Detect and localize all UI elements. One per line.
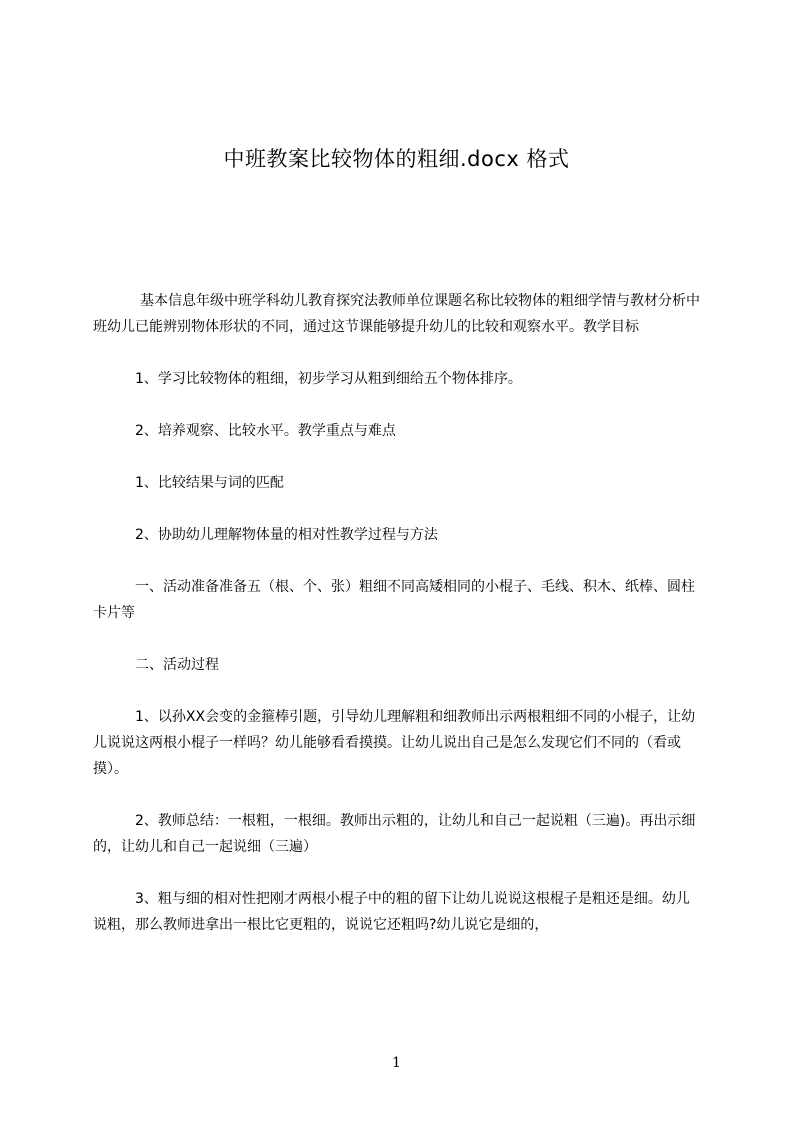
paragraph-goal-2: 2、培养观察、比较水平。教学重点与难点 xyxy=(135,423,396,439)
paragraph-preparation: 一、活动准备准备五（根、个、张）粗细不同高矮相同的小棍子、毛线、积木、纸棒、圆柱卡片等 xyxy=(93,579,695,621)
paragraph-process-1: 1、以孙XX会变的金箍棒引题，引导幼儿理解粗和细教师出示两根粗细不同的小棍子，让幼儿说说这两根小棍子一样吗？幼儿能够看看摸摸。让幼儿说出自己是怎么发现它们不同的（看或摸）。 xyxy=(93,709,696,777)
paragraph-key-2: 2、协助幼儿理解物体量的相对性教学过程与方法 xyxy=(135,527,438,543)
paragraph-process-3: 3、粗与细的相对性把刚才两根小棍子中的粗的留下让幼儿说说这根棍子是粗还是细。幼儿说粗，那么教师进拿出一根比它更粗的，说说它还粗吗?幼儿说它是细的， xyxy=(93,891,690,933)
paragraph-goal-1: 1、学习比较物体的粗细，初步学习从粗到细给五个物体排序。 xyxy=(135,371,522,387)
paragraph-basic-info: 基本信息年级中班学科幼儿教育探究法教师单位课题名称比较物体的粗细学情与教材分析中班幼儿已能辨别物体形状的不同，通过这节课能够提升幼儿的比较和观察水平。教学目标 xyxy=(93,293,700,335)
paragraph-process-2: 2、教师总结：一根粗，一根细。教师出示粗的，让幼儿和自己一起说粗（三遍)。再出示细的，让幼儿和自己一起说细（三遍） xyxy=(93,813,696,855)
paragraph-process-heading: 二、活动过程 xyxy=(135,657,219,673)
document-body xyxy=(93,288,703,964)
paragraph-key-1: 1、比较结果与词的匹配 xyxy=(135,475,284,491)
page-number: 1 xyxy=(392,1055,401,1071)
document-title: 中班教案比较物体的粗细.docx 格式 xyxy=(223,147,570,171)
